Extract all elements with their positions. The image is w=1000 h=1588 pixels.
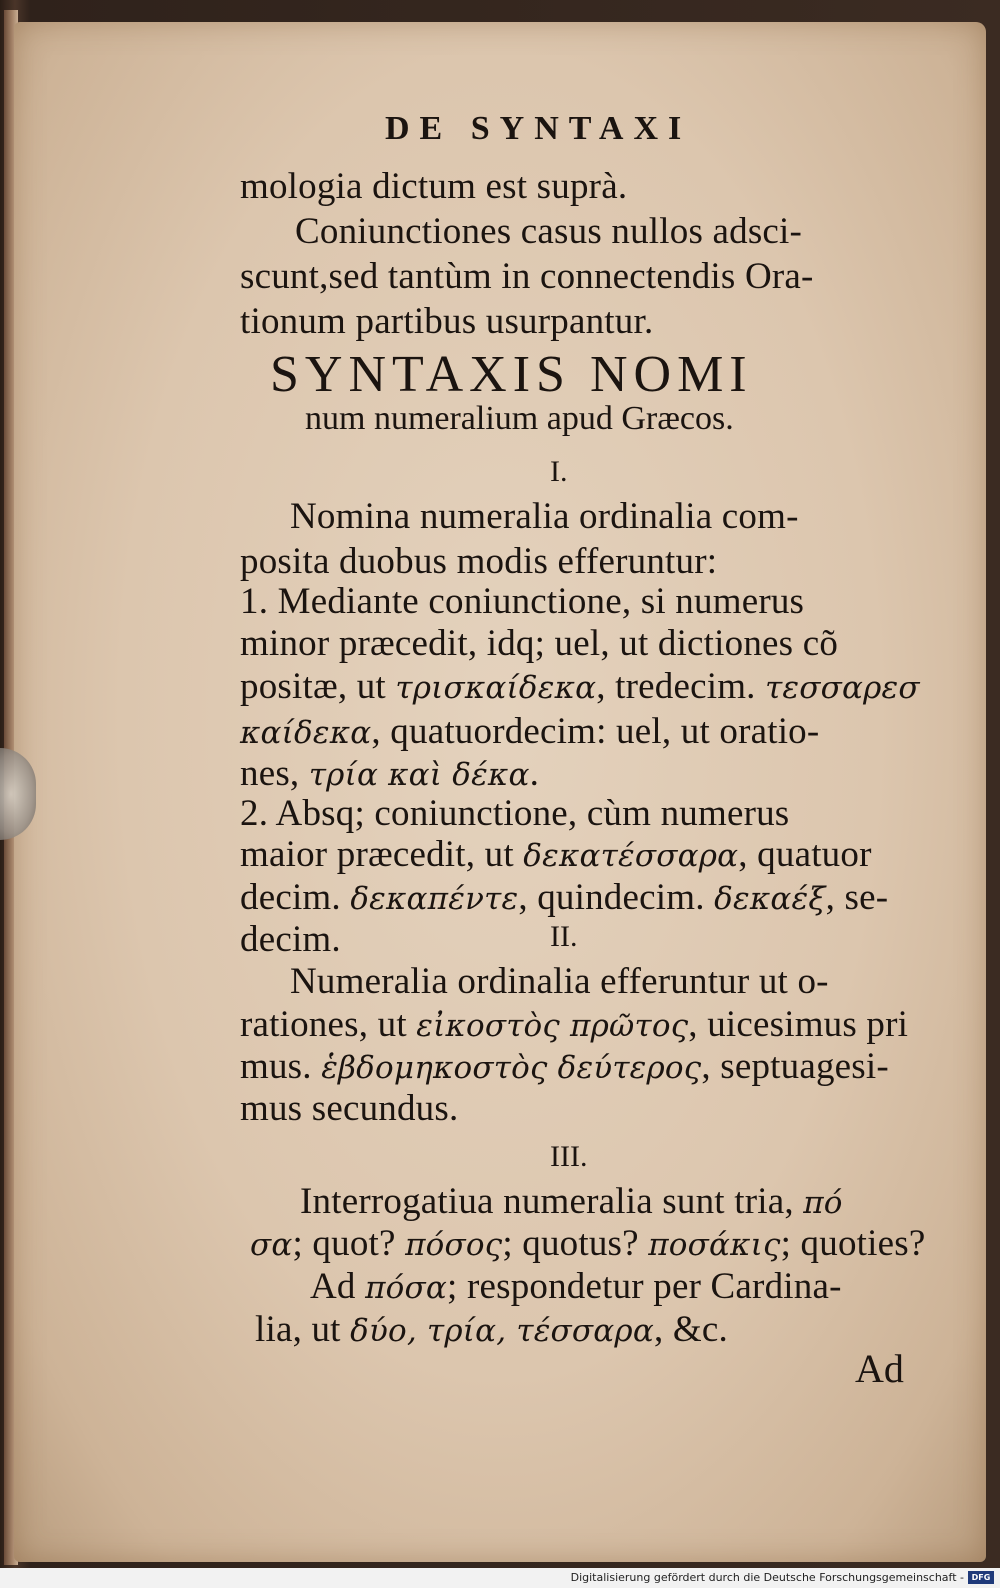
text-line [240, 876, 910, 921]
greek-word: τεσσαρεσ [765, 670, 920, 706]
text-line: 1. Mediante coniunctione, si numerus [240, 581, 805, 622]
greek-word: ἑβδομηκοστὸς δεύτερος [321, 1050, 702, 1086]
text-line: Numeralia ordinalia efferuntur ut o- [290, 961, 829, 1002]
greek-word: εἰκοστὸς πρῶτος [416, 1008, 689, 1044]
text-line: tionum partibus usurpantur. [240, 301, 654, 342]
text-line [240, 710, 910, 755]
greek-word: τρία καὶ δέκα [308, 757, 530, 793]
paragraph-numeral: II. [550, 920, 578, 953]
dfg-logo-icon: DFG [968, 1571, 994, 1584]
text-line: decim. [240, 919, 341, 960]
greek-word: σα [250, 1227, 293, 1263]
greek-word: δεκαπέντε [350, 881, 519, 917]
text-line [250, 1222, 926, 1267]
latin-fragment: , quindecim. [518, 877, 715, 918]
latin-fragment: Ad [310, 1266, 366, 1307]
latin-fragment: ; quot? [292, 1223, 406, 1264]
catchword: Ad [855, 1346, 904, 1391]
latin-fragment: Interrogatiua numeralia sunt tria, [300, 1181, 804, 1222]
latin-fragment: rationes, ut [240, 1004, 417, 1045]
greek-word: ποσάκις [648, 1227, 781, 1263]
text-line [310, 1265, 980, 1310]
paragraph-numeral: I. [550, 455, 568, 488]
latin-fragment: , uicesimus pri [688, 1004, 909, 1045]
greek-word: τρισκαίδεκα [395, 670, 597, 706]
latin-fragment: ; quoties? [780, 1223, 926, 1264]
text-line [240, 833, 910, 878]
greek-word: καίδεκα [240, 715, 372, 751]
text-line: mus secundus. [240, 1088, 459, 1129]
greek-word: δεκαέξ [714, 881, 826, 917]
greek-word: πόσος [405, 1227, 503, 1263]
greek-word: πό [803, 1185, 843, 1221]
latin-fragment: , quatuor [738, 834, 872, 875]
section-title: SYNTAXIS NOMI [270, 346, 753, 403]
footer-credit: Digitalisierung gefördert durch die Deutsche Forschungsgemeinschaft - [570, 1571, 964, 1584]
latin-fragment: positæ, ut [240, 666, 396, 707]
text-line: Nomina numeralia ordinalia com- [290, 496, 799, 537]
greek-word: πόσα [365, 1270, 448, 1306]
text-line: Coniunctiones casus nullos adsci- [295, 211, 803, 252]
latin-fragment: decim. [240, 877, 351, 918]
latin-fragment: maior præcedit, ut [240, 834, 524, 875]
latin-fragment: ; quotus? [502, 1223, 649, 1264]
text-line: mologia dictum est suprà. [240, 166, 628, 207]
section-subtitle: num numeralium apud Græcos. [305, 400, 734, 437]
text-line [240, 1045, 910, 1090]
text-line [240, 752, 910, 797]
latin-fragment: mus. [240, 1046, 322, 1087]
latin-fragment: nes, [240, 753, 309, 794]
greek-word: δεκατέσσαρα [523, 838, 739, 874]
greek-word: δύο, τρία, τέσσαρα [350, 1313, 654, 1349]
paragraph-numeral: III. [550, 1140, 588, 1173]
latin-fragment: , se- [825, 877, 889, 918]
text-line [240, 1003, 910, 1048]
latin-fragment: ; respondetur per Cardina- [447, 1266, 842, 1307]
text-line: minor præcedit, idq; uel, ut dictiones cõ [240, 623, 839, 664]
digitization-footer [0, 1568, 1000, 1588]
text-line: scunt,sed tantùm in connectendis Ora- [240, 256, 814, 297]
latin-fragment: . [529, 753, 540, 794]
text-line [255, 1308, 925, 1353]
text-line [240, 665, 920, 710]
text-line [300, 1180, 970, 1225]
latin-fragment: , quatuordecim: uel, ut oratio- [371, 711, 820, 752]
text-line: posita duobus modis efferuntur: [240, 541, 718, 582]
latin-fragment: , septuagesi- [701, 1046, 889, 1087]
text-line: 2. Absq; coniunctione, cùm numerus [240, 793, 790, 834]
latin-fragment: , &c. [653, 1309, 728, 1350]
latin-fragment: lia, ut [255, 1309, 351, 1350]
latin-fragment: , tredecim. [596, 666, 766, 707]
running-head: DE SYNTAXI [385, 110, 692, 147]
